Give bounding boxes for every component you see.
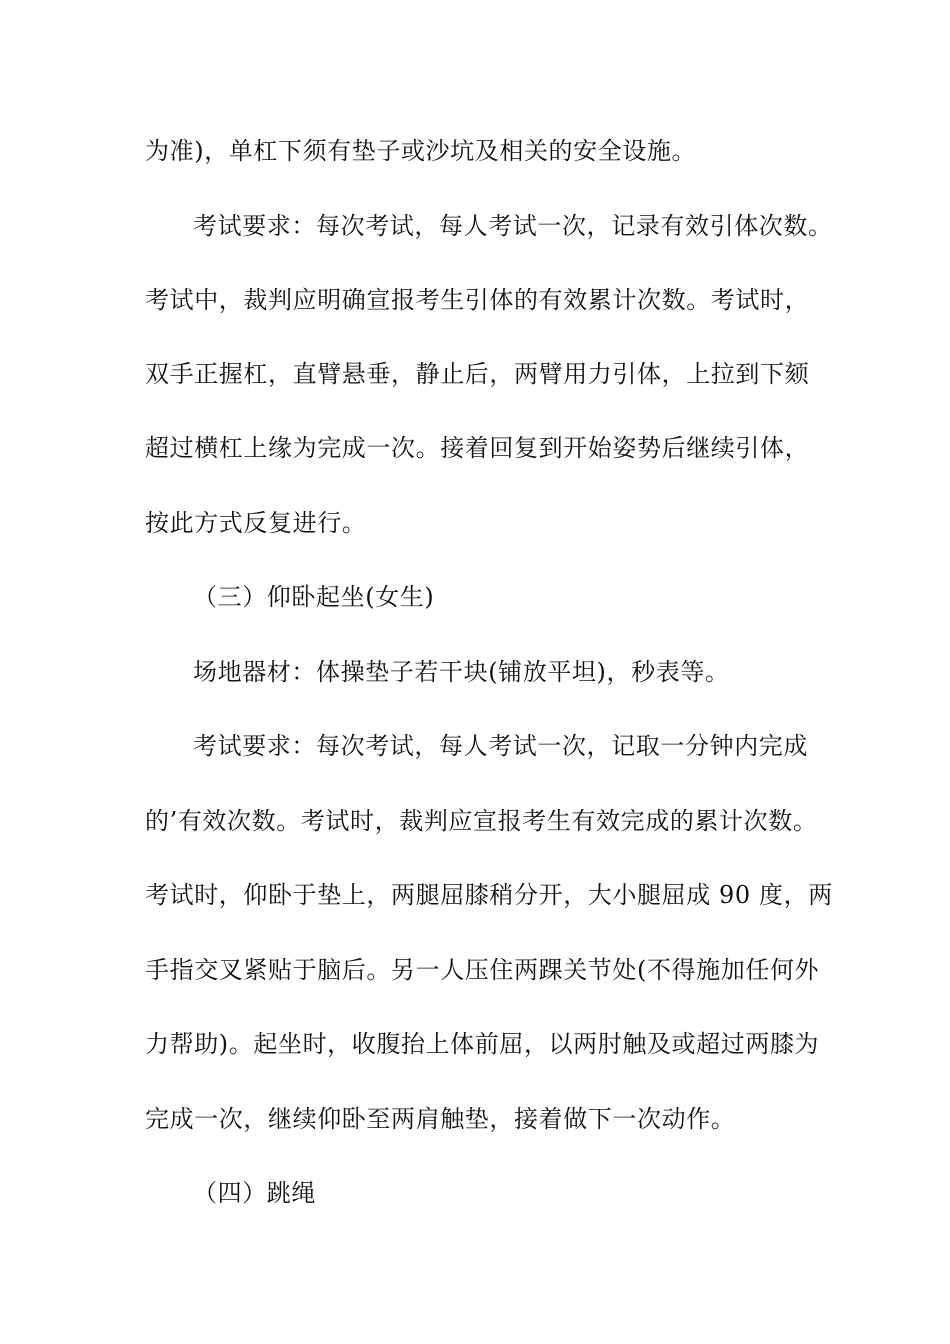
paragraph-line: 双手正握杠，直臂悬垂，静止后，两臂用力引体，上拉到下颏	[145, 360, 810, 388]
paragraph-line: 手指交叉紧贴于脑后。另一人压住两踝关节处(不得施加任何外	[145, 956, 820, 984]
paragraph-line: 考试要求：每次考试，每人考试一次，记取一分钟内完成	[193, 732, 808, 760]
paragraph-line: 力帮助)。起坐时，收腹抬上体前屈，以两肘触及或超过两膝为	[145, 1030, 820, 1058]
paragraph-line: 场地器材：体操垫子若干块(铺放平坦)，秒表等。	[193, 658, 730, 686]
paragraph-line: 为准)，单杠下须有垫子或沙坑及相关的安全设施。	[145, 137, 697, 165]
section-heading: （四）跳绳	[193, 1179, 316, 1207]
paragraph-line: 考试要求：每次考试，每人考试一次，记录有效引体次数。	[193, 212, 833, 240]
paragraph-line: 完成一次，继续仰卧至两肩触垫，接着做下一次动作。	[145, 1105, 736, 1133]
paragraph-line: 超过横杠上缘为完成一次。接着回复到开始姿势后继续引体，	[145, 434, 810, 462]
paragraph-line: 考试时，仰卧于垫上，两腿屈膝稍分开，大小腿屈成 90 度，两	[145, 881, 833, 909]
paragraph-line: 的’有效次数。考试时，裁判应宣报考生有效完成的累计次数。	[145, 807, 818, 835]
paragraph-line: 按此方式反复进行。	[145, 509, 367, 537]
paragraph-line: 考试中，裁判应明确宣报考生引体的有效累计次数。考试时，	[145, 286, 810, 314]
section-heading: （三）仰卧起坐(女生)	[193, 583, 435, 611]
